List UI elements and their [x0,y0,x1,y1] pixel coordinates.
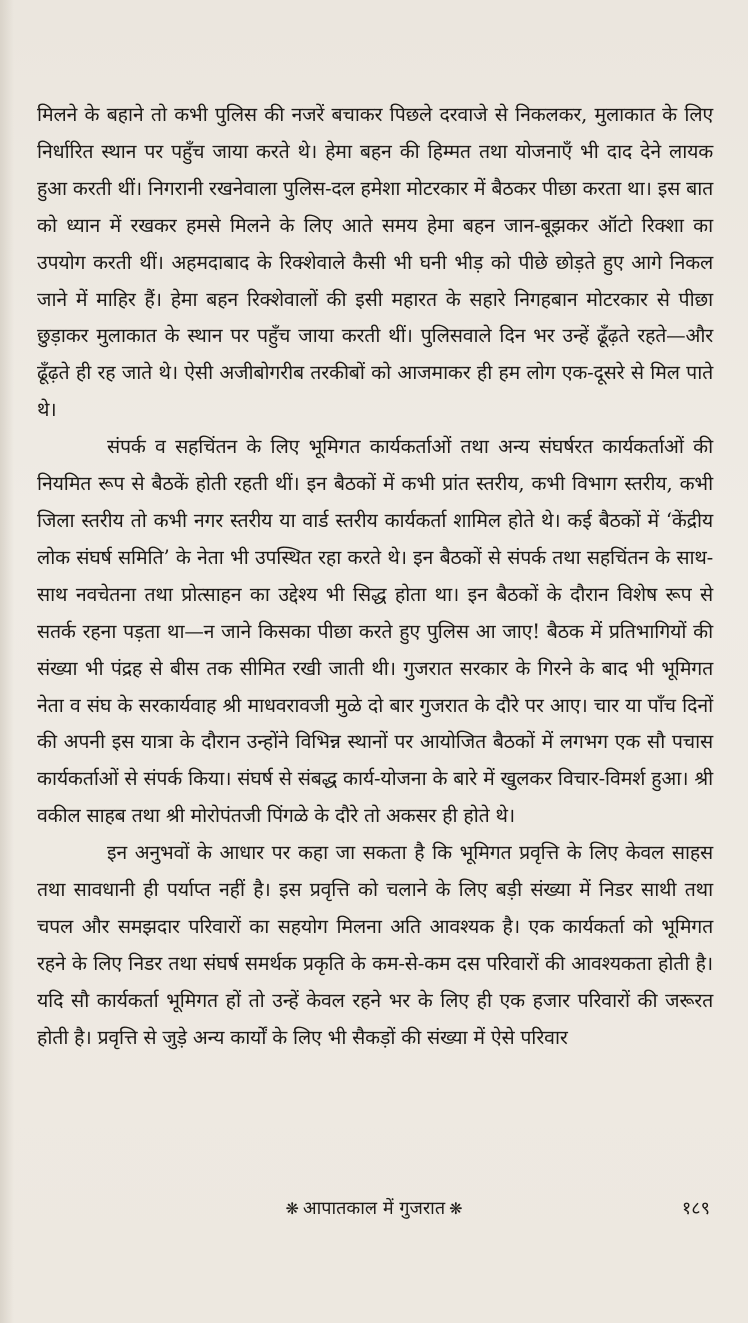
running-footer-title [0,1196,748,1220]
page-number: १८९ [681,1198,710,1219]
paragraph-3: इन अनुभवों के आधार पर कहा जा सकता है कि भूमिगत प्रवृत्ति के लिए केवल साहस तथा सावधानी ही पर्याप्त नहीं है। इस प्रवृत्ति को चलाने के लिए बड़ी संख्या में निडर साथी तथा चपल और समझदार परिवारों का सहयोग मिलना अति आवश्यक है। एक कार्यकर्ता को भूमिगत रहने के लिए निडर तथा संघर्ष समर्थक प्रकृति के कम-से-कम दस परिवारों की आवश्यकता होती है। यदि सौ कार्यकर्ता भूमिगत हों तो उन्हें केवल रहने भर के लिए ही एक हजार परिवारों की जरूरत होती है। प्रवृत्ति से जुड़े अन्य कार्यों के लिए भी सैकड़ों की संख्या में ऐसे परिवार [37,841,713,1049]
page-footer [0,1188,748,1228]
asterisk-ornament-icon: ❋ [285,1199,299,1218]
book-title: आपातकाल में गुजरात [302,1198,446,1219]
body-text [37,97,713,1057]
paragraph-2: संपर्क व सहचिंतन के लिए भूमिगत कार्यकर्ताओं तथा अन्य संघर्षरत कार्यकर्ताओं की नियमित रूप से बैठकें होती रहती थीं। इन बैठकों में कभी प्रांत स्तरीय, कभी विभाग स्तरीय, कभी जिला स्तरीय तो कभी नगर स्तरीय या वार्ड स्तरीय कार्यकर्ता शामिल होते थे। कई बैठकों में ‘केंद्रीय लोक संघर्ष समिति’ के नेता भी उपस्थित रहा करते थे। इन बैठकों से संपर्क तथा सहचिंतन के साथ-साथ नवचेतना तथा प्रोत्साहन का उद्देश्य भी सिद्ध होता था। इन बैठकों के दौरान विशेष रूप से सतर्क रहना पड़ता था—न जाने किसका पीछा करते हुए पुलिस आ जाए! बैठक में प्रतिभागियों की संख्या भी पंद्रह से बीस तक सीमित रखी जाती थी। गुजरात सरकार के गिरने के बाद भी भूमिगत नेता व संघ के सरकार्यवाह श्री माधवरावजी मुळे दो बार गुजरात के दौरे पर आए। चार या पाँच दिनों की अपनी इस यात्रा के दौरान उन्होंने विभिन्न स्थानों पर आयोजित बैठकों में लगभग एक सौ पचास कार्यकर्ताओं से संपर्क किया। संघर्ष से संबद्ध कार्य-योजना के बारे में खुलकर विचार-विमर्श हुआ। श्री वकील साहब तथा श्री मोरोपंतजी पिंगळे के दौरे तो अकसर ही होते थे। [37,435,713,828]
paragraph-1: मिलने के बहाने तो कभी पुलिस की नजरें बचाकर पिछले दरवाजे से निकलकर, मुलाकात के लिए निर्धारित स्थान पर पहुँच जाया करते थे। हेमा बहन की हिम्मत तथा योजनाएँ भी दाद देने लायक हुआ करती थीं। निगरानी रखनेवाला पुलिस-दल हमेशा मोटरकार में बैठकर पीछा करता था। इस बात को ध्यान में रखकर हमसे मिलने के लिए आते समय हेमा बहन जान-बूझकर ऑटो रिक्शा का उपयोग करती थीं। अहमदाबाद के रिक्शेवाले कैसी भी घनी भीड़ को पीछे छोड़ते हुए आगे निकल जाने में माहिर हैं। हेमा बहन रिक्शेवालों की इसी महारत के सहारे निगहबान मोटरकार से पीछा छुड़ाकर मुलाकात के स्थान पर पहुँच जाया करती थीं। पुलिसवाले दिन भर उन्हें ढूँढ़ते रहते—और ढूँढ़ते ही रह जाते थे। ऐसी अजीबोगरीब तरकीबों को आजमाकर ही हम लोग एक-दूसरे से मिल पाते थे। [37,103,713,422]
asterisk-ornament-icon: ❋ [449,1199,463,1218]
page-binding-shadow [0,0,14,1323]
